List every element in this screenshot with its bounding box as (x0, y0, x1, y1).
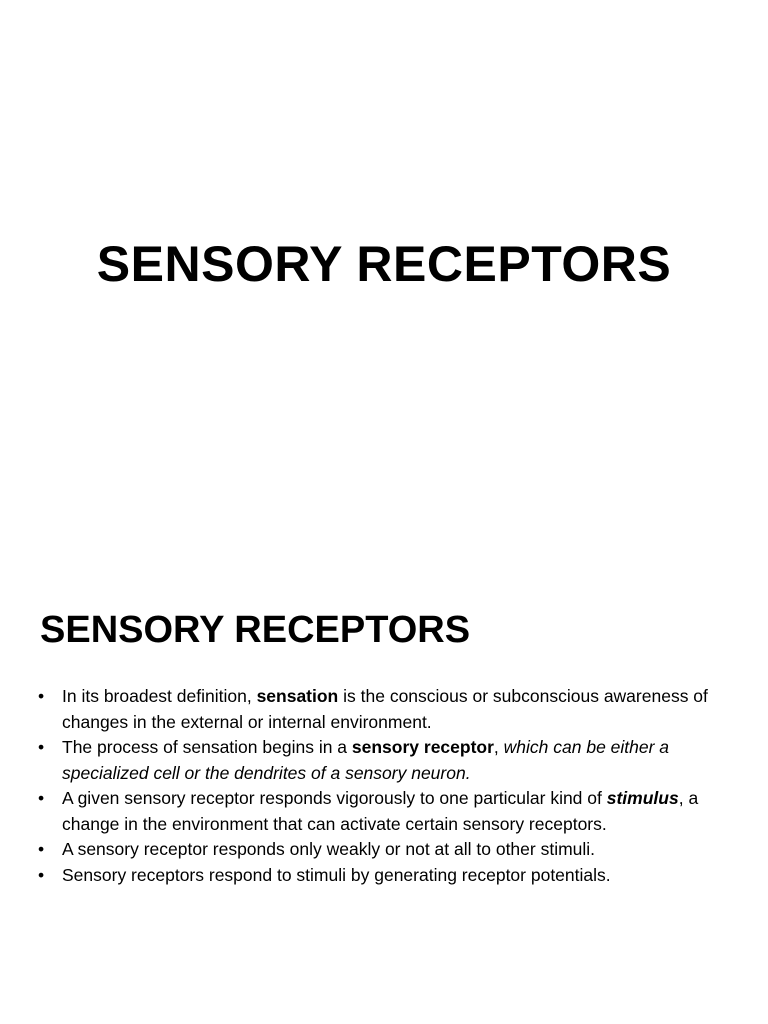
bullet-icon: • (38, 788, 45, 808)
bullet-icon: • (38, 864, 45, 885)
bullet-text: , (493, 737, 504, 757)
bullet-text: A given sensory receptor responds vigorously to one particular kind of (62, 788, 607, 808)
bullet-text: In its broadest definition, (62, 686, 257, 706)
bullet-bold-italic-term: stimulus (606, 788, 679, 808)
bullet-text: The process of sensation begins in a (62, 737, 352, 757)
bullet-icon: • (38, 839, 45, 859)
bullet-icon: • (38, 686, 45, 706)
bullet-text: A sensory receptor responds only weakly or not at all to other stimuli. (62, 839, 596, 859)
bullet-text: Sensory receptors respond to stimuli by generating receptor potentials. (62, 864, 611, 885)
bullet-bold-term: sensation (256, 686, 339, 706)
slide-title: SENSORY RECEPTORS (96, 236, 672, 292)
content-slide-title: SENSORY RECEPTORS (40, 609, 471, 651)
bullet-item (38, 735, 738, 786)
bullet-text: is the conscious or subconscious awareness of changes in the external or internal environment. (62, 686, 708, 732)
bullet-item (38, 863, 738, 889)
content-slide (0, 576, 768, 1024)
bullet-item (38, 684, 738, 735)
bullet-italic-text: which can be either a specialized cell or the dendrites of a sensory neuron. (62, 737, 670, 783)
bullet-list (38, 684, 738, 888)
bullet-icon: • (38, 737, 45, 757)
bullet-bold-term: sensory receptor (351, 737, 494, 757)
bullet-item (38, 837, 738, 863)
bullet-item (38, 786, 738, 837)
bullet-text: , a change in the environment that can activate certain sensory receptors. (62, 788, 699, 834)
